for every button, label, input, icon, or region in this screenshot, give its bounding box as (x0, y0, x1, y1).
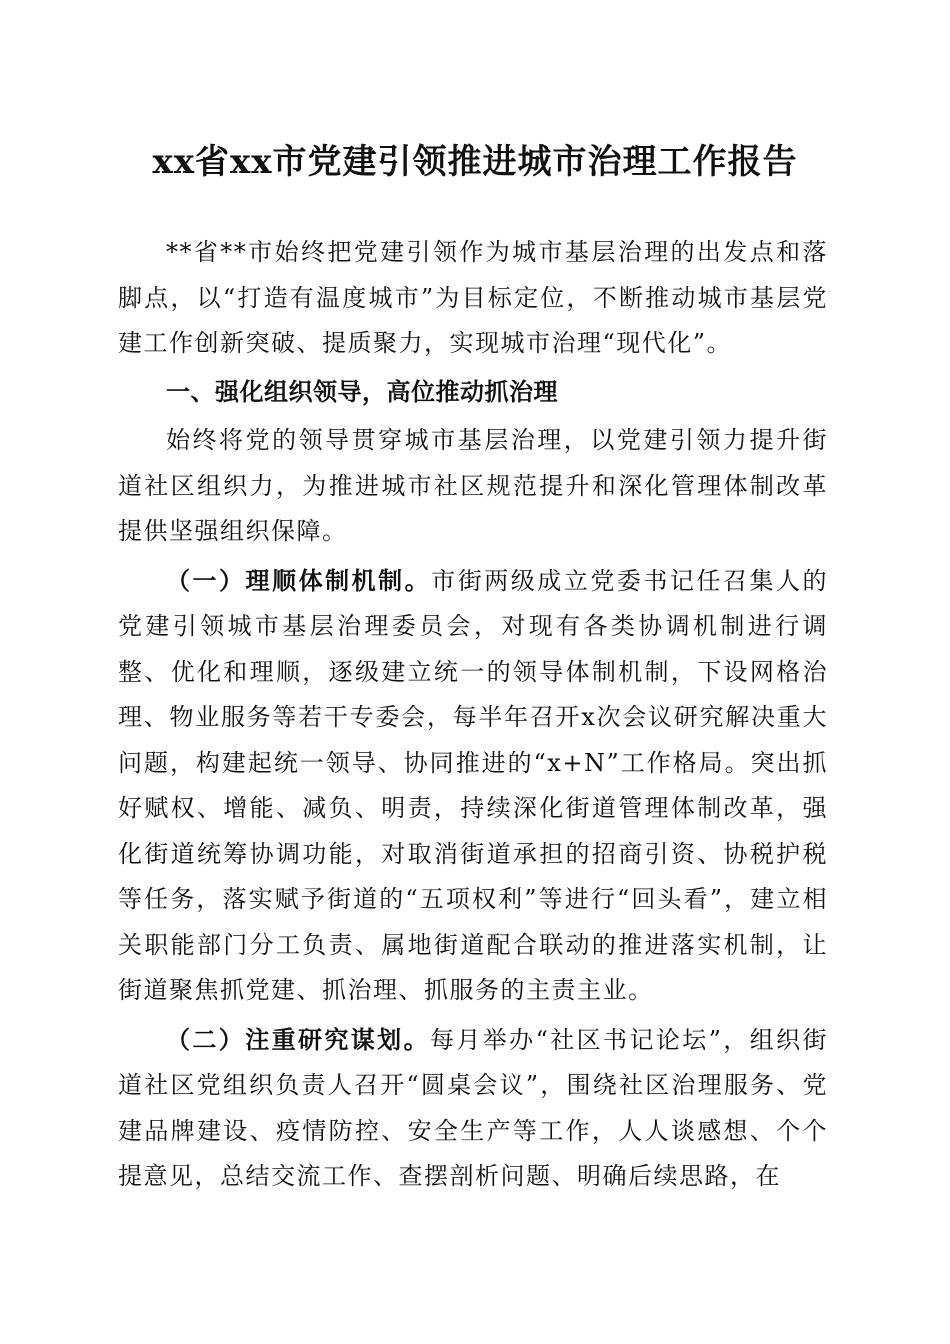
item-two-paragraph (118, 1017, 828, 1200)
item-one-paragraph (118, 558, 828, 1014)
section-paragraph: 始终将党的领导贯穿城市基层治理，以党建引领力提升街道社区组织力，为推进城市社区规范提升和深化管理体制改革提供坚强组织保障。 (118, 426, 828, 545)
intro-paragraph: **省**市始终把党建引领作为城市基层治理的出发点和落脚点，以“打造有温度城市”为目标定位，不断推动城市基层党建工作创新突破、提质聚力，实现城市治理“现代化”。 (118, 238, 828, 357)
item-two-text: 每月举办“社区书记论坛”，组织街道社区党组织负责人召开“圆桌会议”，围绕社区治理服务、党建品牌建设、疫情防控、安全生产等工作，人人谈感想、个个提意见，总结交流工作、查摆剖析问题、明确后续思路，在 (118, 1025, 828, 1190)
item-two-lead: （二）注重研究谋划。 (166, 1024, 430, 1054)
document-body (118, 230, 828, 1203)
document-title: xx省xx市党建引领推进城市治理工作报告 (152, 142, 798, 182)
section-heading: 一、强化组织领导，高位推动抓治理 (166, 377, 558, 406)
item-one-lead: （一）理顺体制机制。 (166, 565, 432, 595)
item-one-text: 市街两级成立党委书记任召集人的党建引领城市基层治理委员会，对现有各类协调机制进行调整、优化和理顺，逐级建立统一的领导体制机制，下设网格治理、物业服务等若干专委会，每半年召开x次会议研究解决重大问题，构建起统一领导、协同推进的“x+N”工作格局。突出抓好赋权、增能、减负、明责，持续深化街道管理体制改革，强化街道统筹协调功能，对取消街道承担的招商引资、协税护税等任务，落实赋予街道的“五项权利”等进行“回头看”，建立相关职能部门分工负责、属地街道配合联动的推进落实机制，让街道聚焦抓党建、抓治理、抓服务的主责主业。 (118, 566, 829, 1004)
